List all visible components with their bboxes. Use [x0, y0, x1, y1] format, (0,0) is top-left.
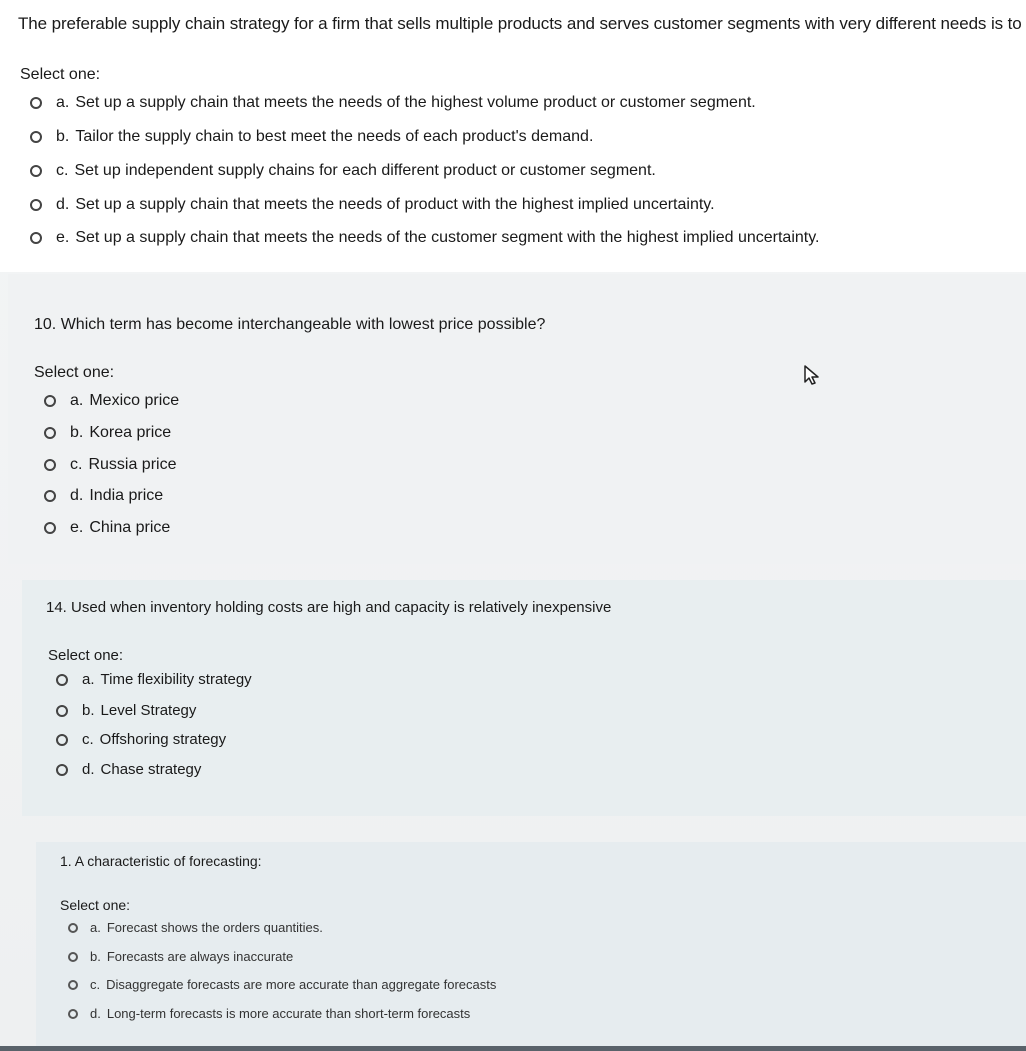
- option-text: China price: [89, 519, 171, 536]
- radio-unselected-icon[interactable]: [56, 734, 68, 746]
- option-letter: a.: [56, 94, 70, 111]
- option-d[interactable]: [44, 487, 163, 505]
- option-letter: d.: [56, 196, 70, 213]
- option-text: Long-term forecasts is more accurate than short-term forecasts: [106, 1006, 471, 1021]
- option-text: Forecasts are always inaccurate: [106, 949, 294, 964]
- question-text: 14. Used when inventory holding costs are high and capacity is relatively inexpensive: [46, 599, 612, 616]
- radio-unselected-icon[interactable]: [44, 395, 56, 407]
- option-letter: b.: [70, 424, 84, 441]
- option-text: Set up a supply chain that meets the needs of the highest volume product or customer segment.: [75, 94, 756, 111]
- option-letter: d.: [70, 487, 84, 504]
- option-b[interactable]: [44, 424, 171, 442]
- option-b[interactable]: [68, 949, 293, 964]
- radio-unselected-icon[interactable]: [56, 705, 68, 717]
- option-d[interactable]: [56, 761, 201, 778]
- option-text: Set up a supply chain that meets the needs of the customer segment with the highest implied uncertainty.: [75, 229, 820, 246]
- radio-unselected-icon[interactable]: [44, 459, 56, 471]
- option-b[interactable]: [56, 702, 196, 719]
- radio-unselected-icon[interactable]: [68, 923, 78, 933]
- option-text: Disaggregate forecasts are more accurate than aggregate forecasts: [106, 977, 497, 992]
- radio-unselected-icon[interactable]: [30, 199, 42, 211]
- option-a[interactable]: [30, 94, 756, 112]
- option-text: Offshoring strategy: [99, 731, 227, 748]
- option-b[interactable]: [30, 128, 593, 146]
- option-a[interactable]: [44, 392, 179, 410]
- question-text: 1. A characteristic of forecasting:: [60, 853, 262, 869]
- option-text: Forecast shows the orders quantities.: [106, 920, 323, 935]
- radio-unselected-icon[interactable]: [30, 232, 42, 244]
- select-one-label: Select one:: [34, 364, 115, 381]
- question-1-forecasting: [36, 842, 1026, 1051]
- option-text: Mexico price: [89, 392, 180, 409]
- option-letter: c.: [70, 456, 83, 473]
- option-letter: a.: [82, 671, 95, 688]
- question-text: The preferable supply chain strategy for a firm that sells multiple products and serves customer segments with very different needs is to: [18, 14, 1022, 33]
- option-letter: c.: [82, 731, 94, 748]
- radio-unselected-icon[interactable]: [68, 1009, 78, 1019]
- option-a[interactable]: [56, 671, 252, 688]
- radio-unselected-icon[interactable]: [56, 764, 68, 776]
- option-text: India price: [89, 487, 164, 504]
- option-letter: b.: [90, 949, 101, 964]
- option-letter: c.: [90, 977, 101, 992]
- option-text: Tailor the supply chain to best meet the needs of each product's demand.: [75, 128, 594, 145]
- screen-bottom-edge: [0, 1046, 1026, 1051]
- radio-unselected-icon[interactable]: [30, 97, 42, 109]
- option-text: Korea price: [89, 424, 172, 441]
- question-supply-chain: [0, 0, 1026, 272]
- question-10: [8, 274, 1026, 564]
- option-letter: b.: [56, 128, 70, 145]
- option-text: Level Strategy: [100, 702, 197, 719]
- option-c[interactable]: [44, 456, 176, 474]
- radio-unselected-icon[interactable]: [44, 427, 56, 439]
- question-text: 10. Which term has become interchangeable with lowest price possible?: [34, 316, 546, 333]
- option-letter: d.: [90, 1006, 101, 1021]
- option-c[interactable]: [30, 162, 656, 180]
- radio-unselected-icon[interactable]: [44, 490, 56, 502]
- option-letter: c.: [56, 162, 69, 179]
- option-c[interactable]: [68, 977, 496, 992]
- radio-unselected-icon[interactable]: [44, 522, 56, 534]
- option-letter: b.: [82, 702, 95, 719]
- option-letter: e.: [56, 229, 70, 246]
- option-text: Set up a supply chain that meets the needs of product with the highest implied uncertainty.: [75, 196, 715, 213]
- select-one-label: Select one:: [20, 66, 101, 83]
- radio-unselected-icon[interactable]: [68, 980, 78, 990]
- mouse-pointer-icon: [803, 364, 821, 386]
- option-letter: a.: [90, 920, 101, 935]
- option-text: Set up independent supply chains for each different product or customer segment.: [74, 162, 656, 179]
- option-text: Chase strategy: [100, 761, 202, 778]
- question-14: [22, 580, 1026, 816]
- option-letter: d.: [82, 761, 95, 778]
- radio-unselected-icon[interactable]: [68, 952, 78, 962]
- option-c[interactable]: [56, 731, 226, 748]
- select-one-label: Select one:: [48, 647, 124, 664]
- option-a[interactable]: [68, 920, 323, 935]
- option-letter: a.: [70, 392, 84, 409]
- radio-unselected-icon[interactable]: [30, 131, 42, 143]
- option-e[interactable]: [44, 519, 170, 537]
- option-text: Time flexibility strategy: [100, 671, 252, 688]
- option-d[interactable]: [68, 1006, 470, 1021]
- radio-unselected-icon[interactable]: [30, 165, 42, 177]
- option-text: Russia price: [88, 456, 177, 473]
- option-d[interactable]: [30, 196, 715, 214]
- option-letter: e.: [70, 519, 84, 536]
- option-e[interactable]: [30, 229, 819, 247]
- select-one-label: Select one:: [60, 897, 131, 913]
- radio-unselected-icon[interactable]: [56, 674, 68, 686]
